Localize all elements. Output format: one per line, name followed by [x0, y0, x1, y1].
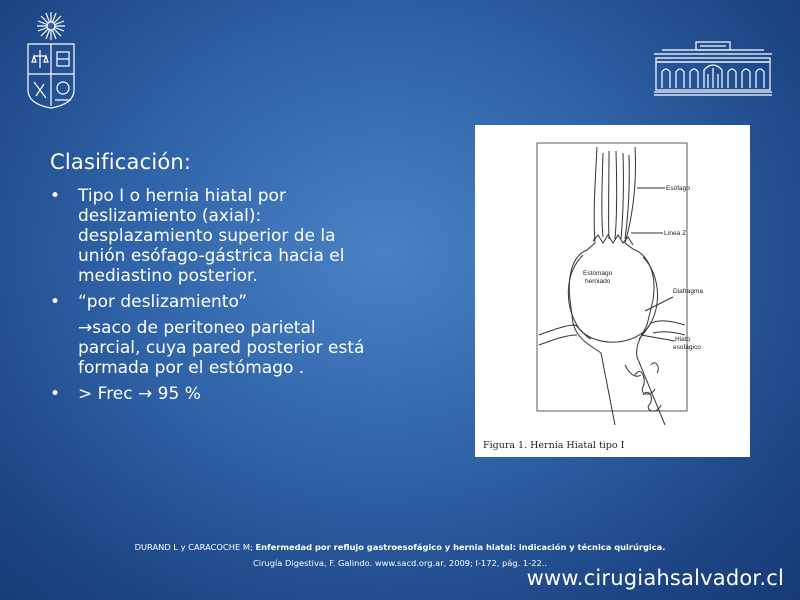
bullet-text-pre: > Frec [78, 384, 139, 404]
reference-line-1 [0, 542, 800, 552]
reference-line-2: Cirugía Digestiva, F. Galindo. www.sacd.org.ar, 2009; I-172, pág. 1-22.. [252, 558, 548, 568]
bullet-text-post: 95 % [152, 384, 201, 404]
slide-heading: Clasificación: [50, 150, 192, 174]
university-seal-logo [22, 8, 80, 110]
bullet-tipo-i [50, 186, 380, 286]
label-hiato-1: Hiato [675, 336, 691, 343]
hernia-diagram [475, 125, 750, 457]
hospital-building-logo [652, 40, 774, 96]
bullet-marker: • [50, 384, 61, 404]
label-estomago-1: Estómago [583, 270, 613, 277]
label-diafragma: Diafragma [673, 288, 703, 295]
bullet-marker: • [50, 186, 61, 206]
website-footer: www.cirugiahsalvador.cl [526, 566, 784, 590]
bullet-text: “por deslizamiento” [78, 292, 248, 312]
bullet-text: Tipo I o hernia hiatal por deslizamiento (axial): desplazamiento superior de la unión esófago-gástrica hacia el mediastino posterior. [78, 186, 345, 286]
label-hiato-2: esofágico [673, 344, 701, 351]
label-linea-z: Línea Z [664, 230, 687, 237]
right-arrow-icon: → [78, 318, 93, 338]
reference-authors: DURAND L y CARACOCHE M; [134, 542, 256, 552]
bullet-marker: • [50, 292, 61, 312]
reference-title: Enfermedad por reflujo gastroesofágico y hernia hiatal: indicación y técnica quirúrgica. [255, 542, 666, 552]
bullet-por-deslizamiento [50, 292, 380, 312]
label-esofago: Esófago [666, 185, 690, 192]
bullet-list [50, 186, 380, 404]
label-estomago-2: herniado [585, 278, 611, 285]
sub-item-text: saco de peritoneo parietal parcial, cuya pared posterior está formada por el estómago . [78, 318, 365, 378]
right-arrow-icon: → [138, 384, 153, 404]
bullet-frecuencia [50, 384, 380, 404]
sub-item-saco [50, 318, 380, 378]
hernia-figure [475, 125, 750, 457]
figure-caption: Figura 1. Hernia Hiatal tipo I [483, 440, 625, 451]
